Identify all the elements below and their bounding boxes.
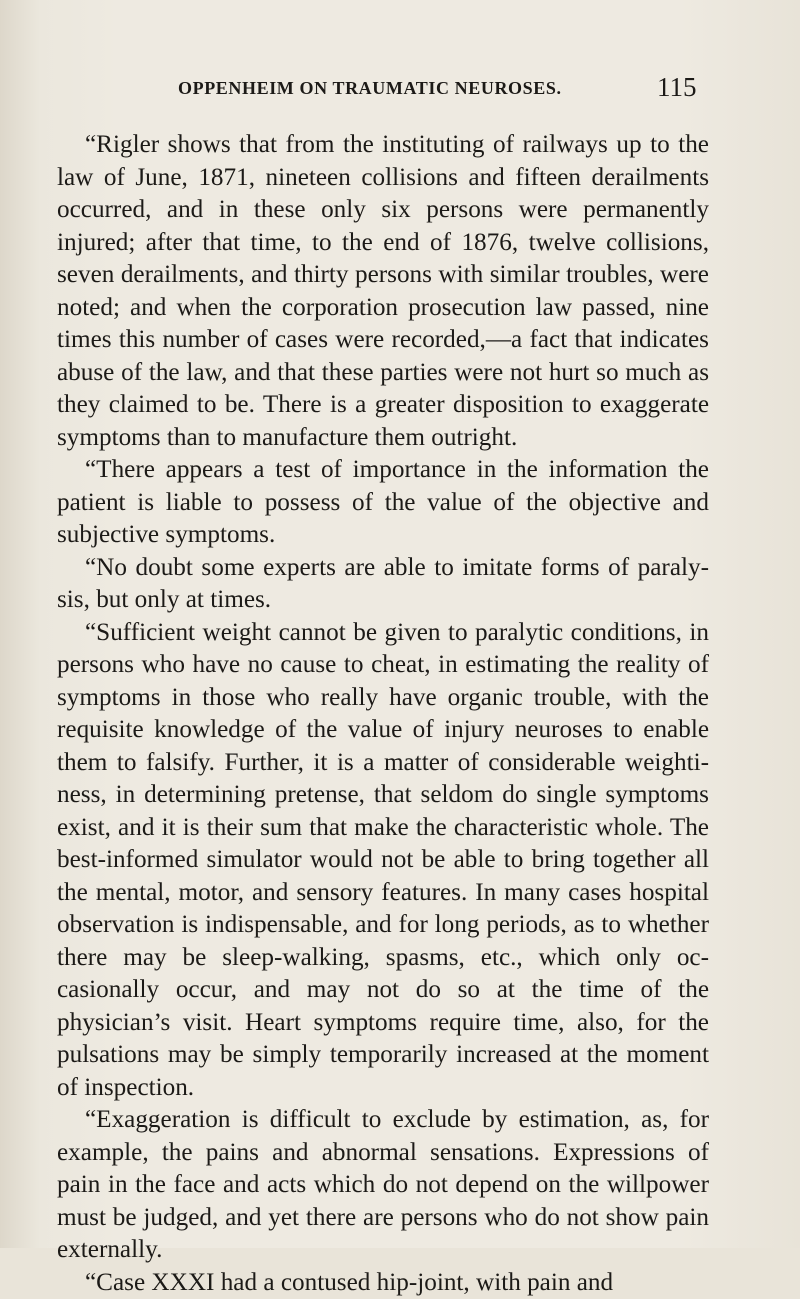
paragraph: “Sufficient weight cannot be given to paralytic conditions, in persons who have no cause to cheat, in estimating the reality of symptoms in those who really have organic trouble, with the requisite knowledge of the value of injury neuroses to enable them to falsify. Further, it is a matter of considerable weightiness, in determining pretense, that seldom do single symptoms exist, and it is their sum that make the characteristic whole. The best-informed simulator would not be able to bring together all the mental, motor, and sensory features. In many cases hospital observation is indispensable, and for long periods, as to whether there may be sleep-walking, spasms, etc., which only occasionally occur, and may not do so at the time of the physician’s visit. Heart symptoms require time, also, for the pulsations may be simply temporarily increased at the moment of inspection. [57, 617, 709, 1105]
page-header [0, 78, 800, 108]
paragraph: “There appears a test of importance in the information the patient is liable to possess of the value of the objective and subjective symptoms. [57, 454, 709, 552]
body-text [57, 129, 709, 1299]
paragraph: “No doubt some experts are able to imitate forms of paralysis, but only at times. [57, 552, 709, 617]
paragraph: “Case XXXI had a contused hip-joint, with pain and [57, 1267, 709, 1299]
paragraph: “Exaggeration is difficult to exclude by estimation, as, for example, the pains and abnormal sensations. Expressions of pain in the face and acts which do not depend on the willpower must be judged, and yet there are persons who do not show pain externally. [57, 1104, 709, 1267]
running-title: OPPENHEIM ON TRAUMATIC NEUROSES. [178, 78, 562, 99]
paragraph: “Rigler shows that from the instituting of railways up to the law of June, 1871, nineteen collisions and fifteen derailments occurred, and in these only six persons were permanently injured; after that time, to the end of 1876, twelve collisions, seven derailments, and thirty persons with similar troubles, were noted; and when the corporation prosecution law passed, nine times this number of cases were recorded,—a fact that indicates abuse of the law, and that these parties were not hurt so much as they claimed to be. There is a greater disposition to exaggerate symptoms than to manufacture them outright. [57, 129, 709, 454]
page-number: 115 [657, 72, 697, 103]
